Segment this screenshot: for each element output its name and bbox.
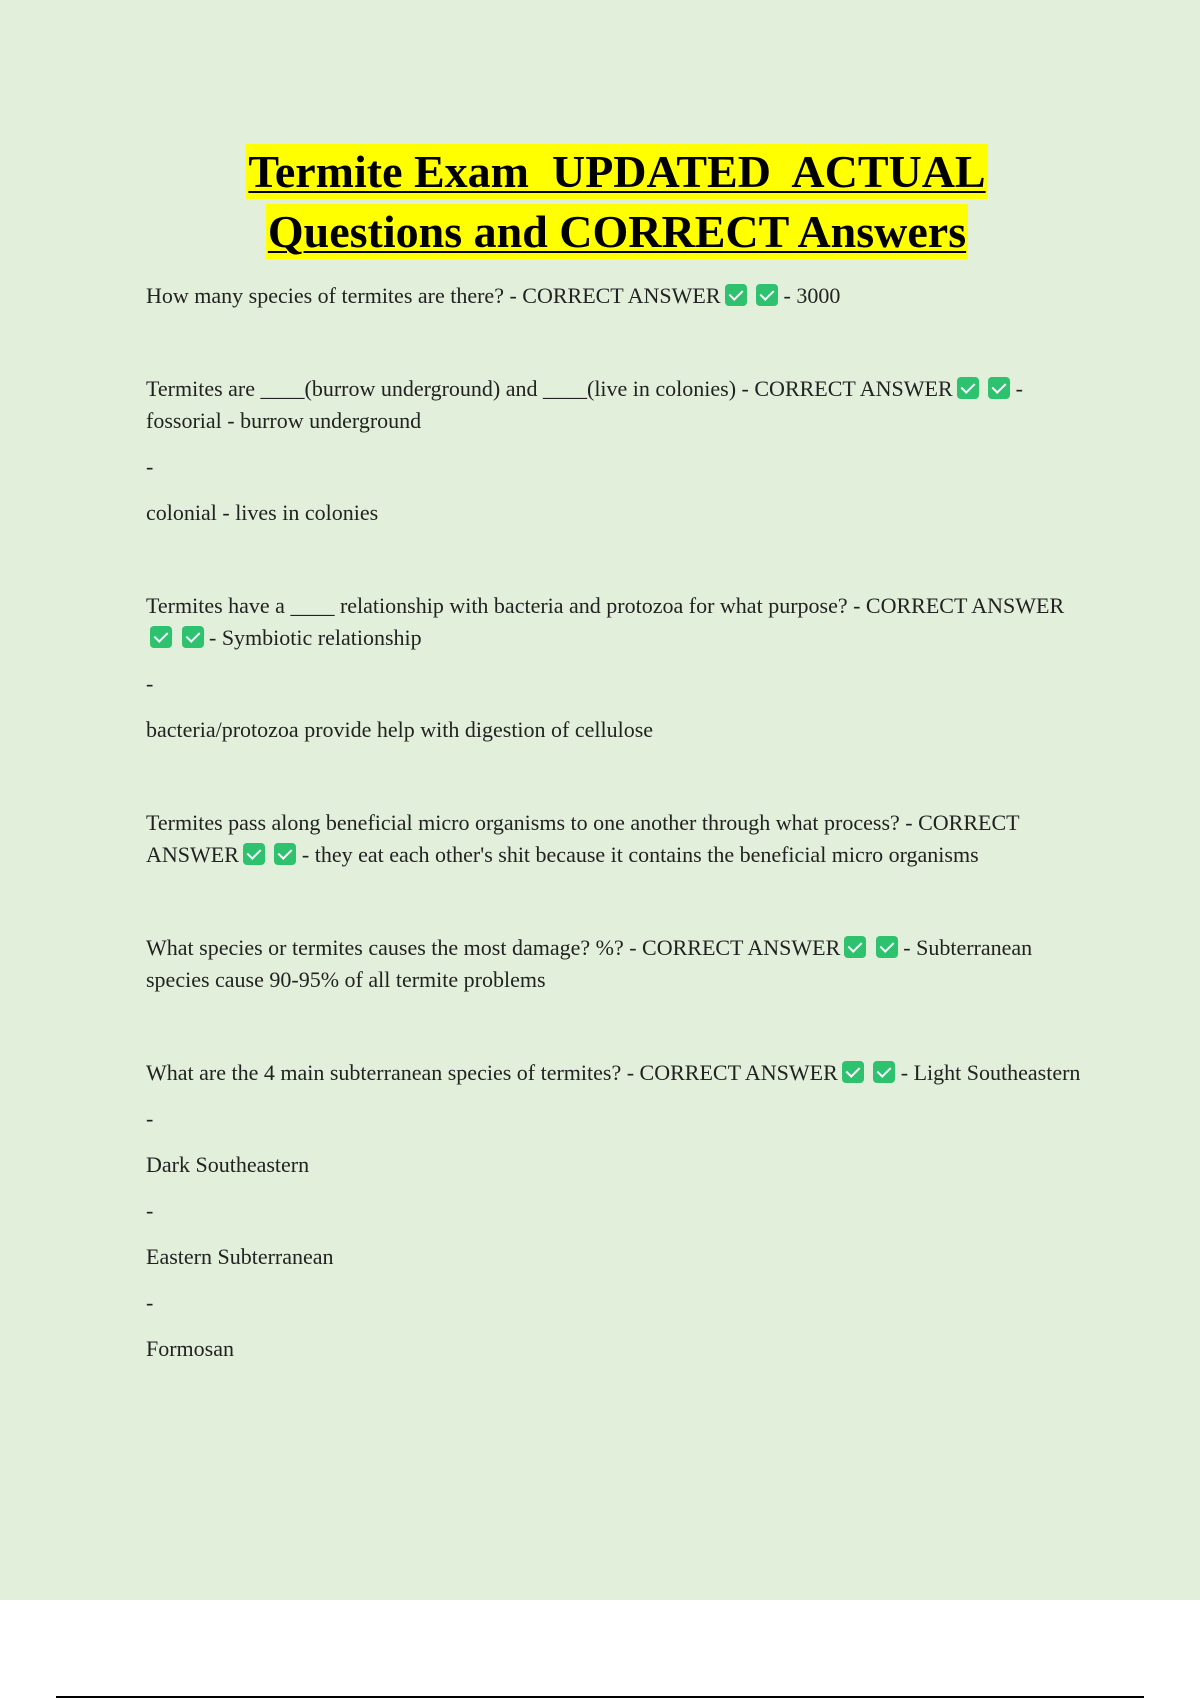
qa-entry	[146, 373, 1086, 437]
question-text: Termites pass along beneficial micro organisms to one another through what process? - CORRECT ANSWER	[146, 810, 1020, 867]
check-box-icon	[844, 936, 866, 958]
answer-separator: -	[146, 1290, 154, 1315]
question-text: What species or termites causes the most damage? %? - CORRECT ANSWER	[146, 935, 841, 960]
qa-entry	[146, 1057, 1086, 1089]
answer-text: - Subterranean species cause 90-95% of all termite problems	[146, 935, 1033, 992]
check-box-icon	[842, 1061, 864, 1083]
check-box-icon	[957, 377, 979, 399]
answer-continuation: bacteria/protozoa provide help with digestion of cellulose	[146, 717, 654, 742]
answer-text: - Light Southeastern	[900, 1060, 1081, 1085]
qa-entry	[146, 280, 1086, 312]
answer-text: - fossorial - burrow underground	[146, 376, 1023, 433]
answer-separator: -	[146, 454, 154, 479]
check-box-icon	[756, 284, 778, 306]
answer-continuation: Dark Southeastern	[146, 1152, 310, 1177]
answer-text: - 3000	[783, 283, 841, 308]
answer-continuation: Eastern Subterranean	[146, 1244, 334, 1269]
check-box-icon	[876, 936, 898, 958]
answer-text: - Symbiotic relationship	[209, 625, 422, 650]
question-text: How many species of termites are there? - CORRECT ANSWER	[146, 283, 721, 308]
answer-separator: -	[146, 1198, 154, 1223]
question-text: Termites have a ____ relationship with bacteria and protozoa for what purpose? - CORRECT ANSWER	[146, 593, 1065, 618]
answer-separator: -	[146, 1106, 154, 1131]
check-box-icon	[988, 377, 1010, 399]
question-text: What are the 4 main subterranean species of termites? - CORRECT ANSWER	[146, 1060, 838, 1085]
answer-separator: -	[146, 671, 154, 696]
check-box-icon	[182, 626, 204, 648]
qa-entry	[146, 807, 1086, 871]
check-box-icon	[150, 626, 172, 648]
qa-entry	[146, 590, 1086, 654]
footer-rule	[56, 1696, 1144, 1698]
check-box-icon	[274, 843, 296, 865]
qa-list	[146, 280, 1086, 1365]
title-line-2: Questions and CORRECT Answers	[267, 206, 967, 257]
qa-entry	[146, 932, 1086, 996]
check-box-icon	[243, 843, 265, 865]
title-line-1: Termite Exam UPDATED ACTUAL	[248, 146, 986, 197]
answer-text: - they eat each other's shit because it contains the beneficial micro organisms	[301, 842, 979, 867]
question-text: Termites are ____(burrow underground) and ____(live in colonies) - CORRECT ANSWER	[146, 376, 953, 401]
document-title	[0, 144, 1200, 259]
answer-continuation: Formosan	[146, 1336, 234, 1361]
check-box-icon	[725, 284, 747, 306]
answer-continuation: colonial - lives in colonies	[146, 500, 379, 525]
check-box-icon	[873, 1061, 895, 1083]
